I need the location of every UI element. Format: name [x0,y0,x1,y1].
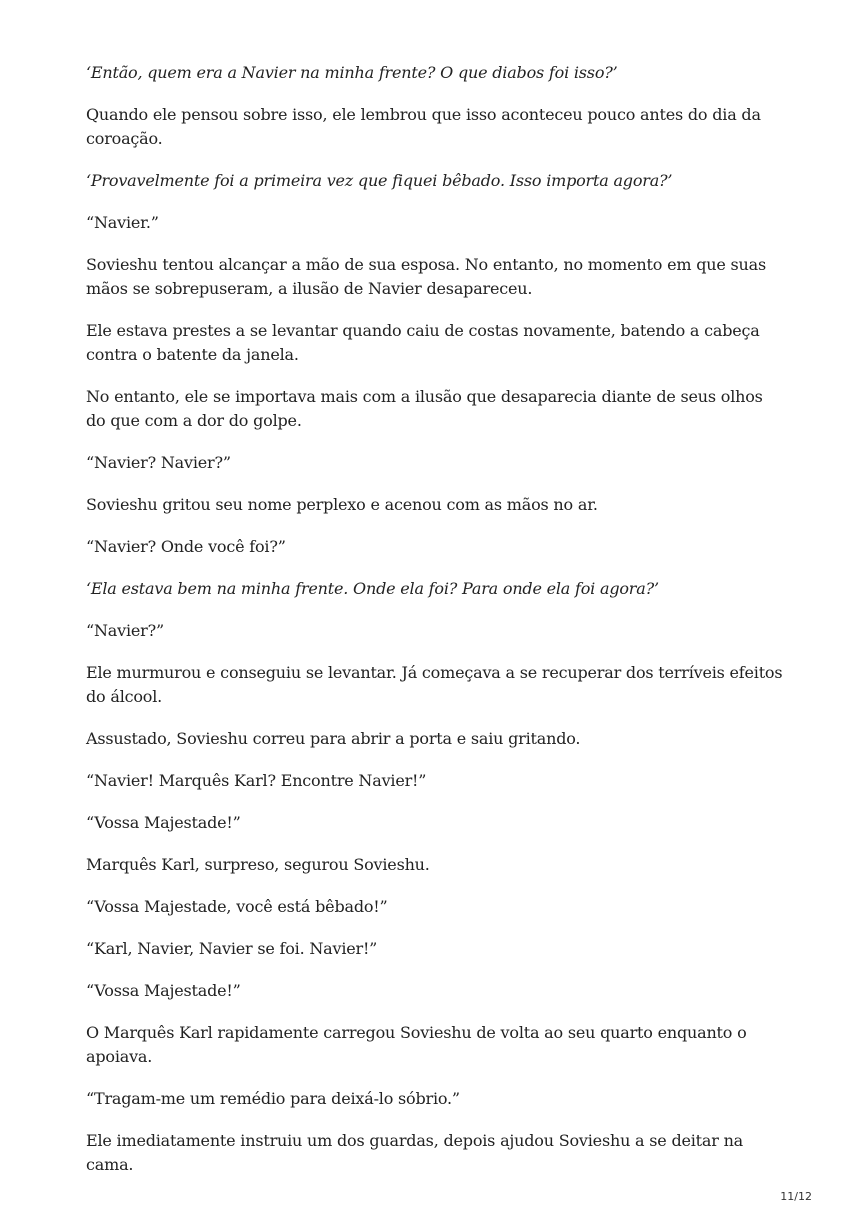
paragraph: O Marquês Karl rapidamente carregou Sovieshu de volta ao seu quarto enquanto o apoiava. [86,1023,747,1066]
paragraph: “Karl, Navier, Navier se foi. Navier!” [86,939,378,958]
paragraph: ‘Provavelmente foi a primeira vez que fiquei bêbado. Isso importa agora?’ [86,171,673,190]
paragraph: “Vossa Majestade!” [86,981,241,1000]
paragraph: “Vossa Majestade!” [86,813,241,832]
paragraph: “Navier! Marquês Karl? Encontre Navier!” [86,771,427,790]
paragraph: Ele murmurou e conseguiu se levantar. Já começava a se recuperar dos terríveis efeitos do álcool. [86,663,783,706]
paragraph: No entanto, ele se importava mais com a ilusão que desaparecia diante de seus olhos do que com a dor do golpe. [86,387,763,430]
paragraph: “Vossa Majestade, você está bêbado!” [86,897,388,916]
paragraph: “Navier.” [86,213,159,232]
paragraph: Ele estava prestes a se levantar quando caiu de costas novamente, batendo a cabeça contra o batente da janela. [86,321,760,364]
page-number: 11/12 [780,1190,812,1203]
paragraph: ‘Então, quem era a Navier na minha frente? O que diabos foi isso?’ [86,63,618,82]
paragraph: “Tragam-me um remédio para deixá-lo sóbrio.” [86,1089,460,1108]
document-body [86,61,786,1195]
paragraph: Ele imediatamente instruiu um dos guardas, depois ajudou Sovieshu a se deitar na cama. [86,1131,744,1174]
paragraph: Assustado, Sovieshu correu para abrir a porta e saiu gritando. [86,729,581,748]
paragraph: Quando ele pensou sobre isso, ele lembrou que isso aconteceu pouco antes do dia da coroação. [86,105,761,148]
paragraph: Sovieshu tentou alcançar a mão de sua esposa. No entanto, no momento em que suas mãos se sobrepuseram, a ilusão de Navier desapareceu. [86,255,766,298]
paragraph: Sovieshu gritou seu nome perplexo e acenou com as mãos no ar. [86,495,598,514]
paragraph: “Navier? Onde você foi?” [86,537,286,556]
paragraph: “Navier?” [86,621,164,640]
paragraph: ‘Ela estava bem na minha frente. Onde ela foi? Para onde ela foi agora?’ [86,579,659,598]
paragraph: Marquês Karl, surpreso, segurou Sovieshu. [86,855,430,874]
paragraph: “Navier? Navier?” [86,453,231,472]
